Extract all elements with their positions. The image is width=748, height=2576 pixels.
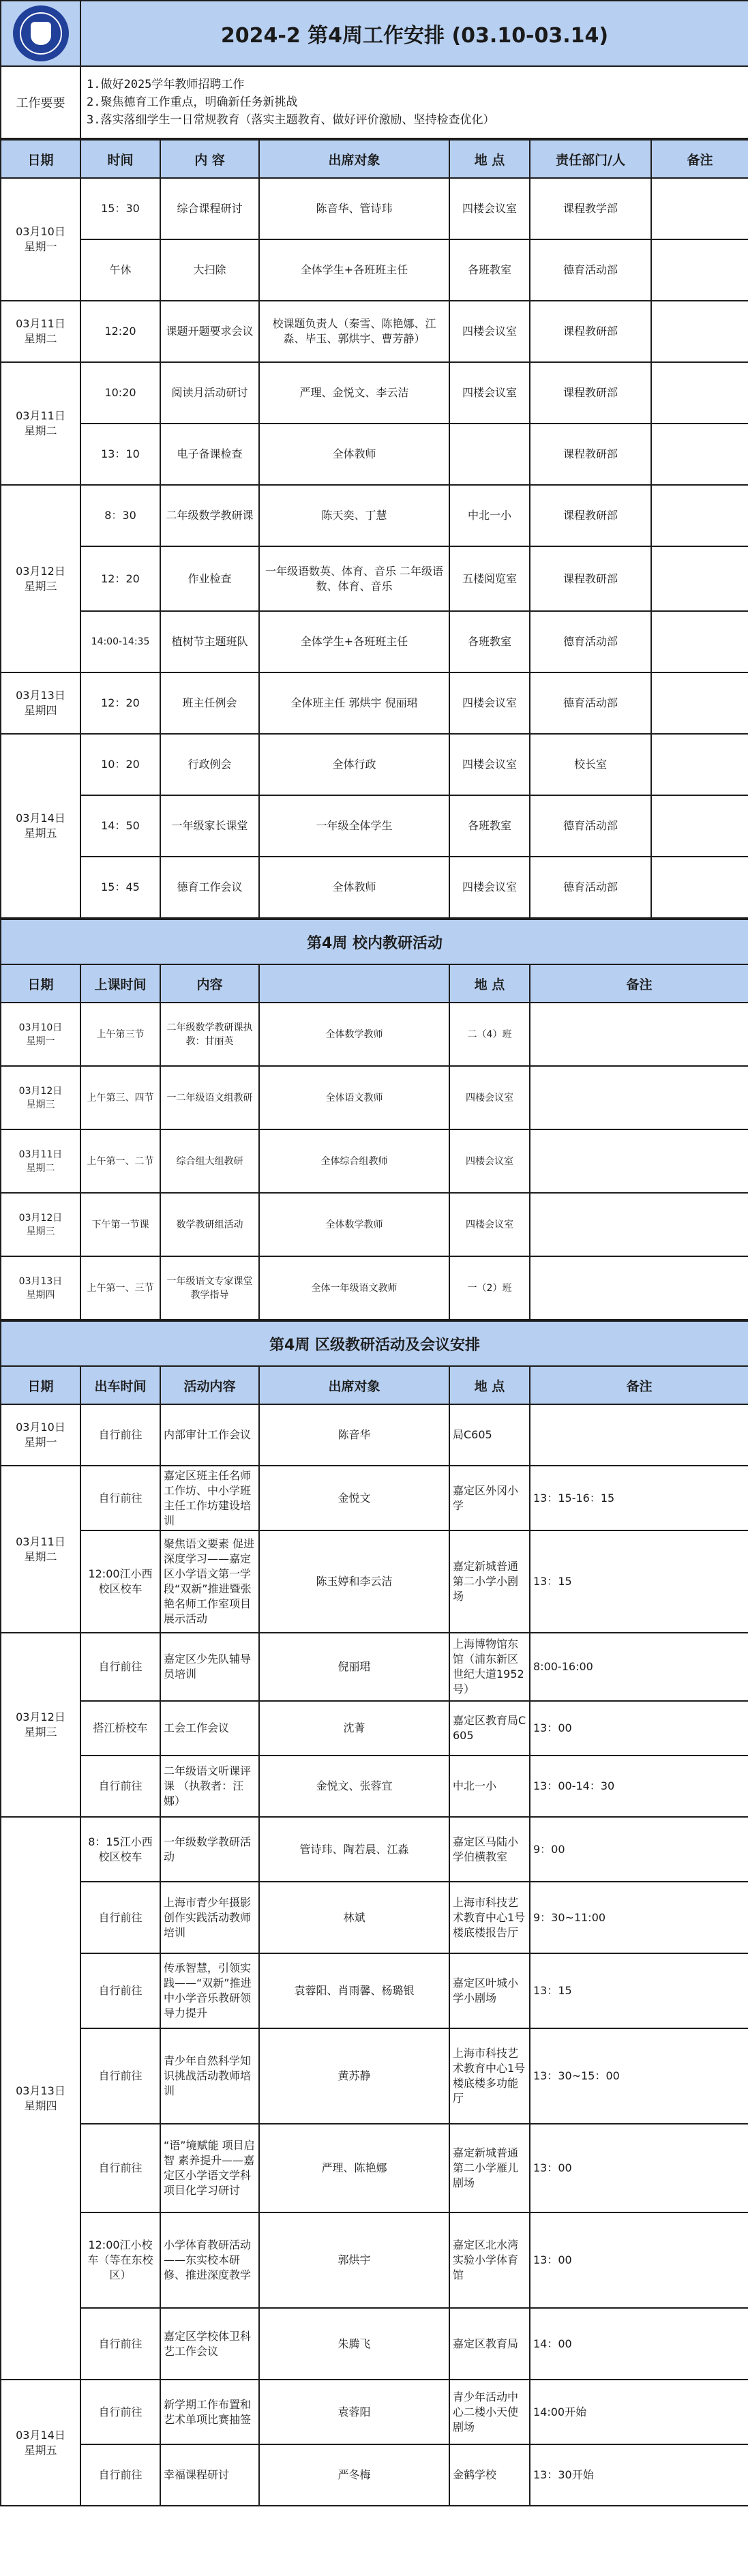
attendees-cell: 金悦文 xyxy=(259,1466,449,1530)
district-row xyxy=(1,2028,748,2124)
time-cell: 12:20 xyxy=(80,301,160,362)
departure-cell: 自行前往 xyxy=(80,1953,160,2028)
note-cell: 13：15 xyxy=(530,1953,748,2028)
district-research-table xyxy=(0,1320,748,2506)
activity-cell: “语”境赋能 项目启智 素养提升——嘉定区小学语文学科项目化学习研讨 xyxy=(160,2124,259,2212)
weekly-row xyxy=(1,485,748,546)
summary-line: 3.落实落细学生一日常规教育（落实主题教育、做好评价激励、坚持检查优化） xyxy=(87,113,495,127)
date-cell: 03月14日 星期五 xyxy=(1,2380,80,2506)
content-cell: 二年级数学教研课 xyxy=(160,485,259,546)
school-row xyxy=(1,1066,748,1129)
time-cell: 10:20 xyxy=(80,362,160,424)
note-cell xyxy=(530,1404,748,1466)
note-cell: 13：15-16：15 xyxy=(530,1466,748,1530)
district-row xyxy=(1,2212,748,2308)
weekly-schedule-table xyxy=(0,139,748,919)
col-header-note: 备注 xyxy=(530,964,748,1003)
school-row xyxy=(1,1129,748,1193)
note-cell xyxy=(651,857,748,918)
departure-cell: 自行前往 xyxy=(80,2308,160,2380)
location-cell: 嘉定区教育局C605 xyxy=(449,1701,530,1756)
attendees-cell: 全体学生+各班班主任 xyxy=(259,611,449,672)
note-cell xyxy=(651,795,748,857)
weekly-row xyxy=(1,857,748,918)
date-cell: 03月11日 星期二 xyxy=(1,362,80,485)
weekly-row xyxy=(1,362,748,424)
col-header-location: 地 点 xyxy=(449,964,530,1003)
dept-cell: 德育活动部 xyxy=(530,672,651,734)
time-cell: 12：20 xyxy=(80,546,160,611)
location-cell: 四楼会议室 xyxy=(449,857,530,918)
location-cell: 青少年活动中心二楼小天使剧场 xyxy=(449,2380,530,2444)
school-section-title: 第4周 校内教研活动 xyxy=(1,919,748,964)
class-time-cell: 上午第三、四节 xyxy=(80,1066,160,1129)
attendees-cell: 全体行政 xyxy=(259,734,449,795)
location-cell: 各班教室 xyxy=(449,611,530,672)
activity-cell: 一年级数学教研活动 xyxy=(160,1817,259,1882)
note-cell xyxy=(530,1129,748,1193)
attendees-cell: 林斌 xyxy=(259,1882,449,1953)
attendees-cell: 陈音华 xyxy=(259,1404,449,1466)
content-cell: 二年级数学教研课执教：甘丽英 xyxy=(160,1003,259,1066)
date-cell: 03月12日 星期三 xyxy=(1,1633,80,1817)
content-cell: 电子备课检查 xyxy=(160,424,259,485)
departure-cell: 自行前往 xyxy=(80,1404,160,1466)
attendees-cell: 郭烘宇 xyxy=(259,2212,449,2308)
district-row xyxy=(1,2444,748,2506)
location-cell: 中北一小 xyxy=(449,1756,530,1817)
school-emblem-icon xyxy=(13,5,69,61)
district-header-row xyxy=(1,1366,748,1404)
summary-content xyxy=(80,66,748,138)
date-cell: 03月11日 星期二 xyxy=(1,1129,80,1193)
attendees-cell: 全体语文教师 xyxy=(259,1066,449,1129)
district-row xyxy=(1,1756,748,1817)
attendees-cell: 全体学生+各班班主任 xyxy=(259,239,449,301)
time-cell: 14:00-14:35 xyxy=(80,611,160,672)
activity-cell: 传承智慧，引领实践——“双新”推进中小学音乐教研领导力提升 xyxy=(160,1953,259,2028)
location-cell: 嘉定区北水湾实验小学体育馆 xyxy=(449,2212,530,2308)
departure-cell: 自行前往 xyxy=(80,2028,160,2124)
content-cell: 班主任例会 xyxy=(160,672,259,734)
content-cell: 阅读月活动研讨 xyxy=(160,362,259,424)
time-cell: 15：45 xyxy=(80,857,160,918)
location-cell: 嘉定区外冈小学 xyxy=(449,1466,530,1530)
location-cell: 四楼会议室 xyxy=(449,362,530,424)
class-time-cell: 下午第一节课 xyxy=(80,1193,160,1256)
date-cell: 03月12日 星期三 xyxy=(1,485,80,672)
col-header-attendees: 出席对象 xyxy=(259,140,449,178)
attendees-cell: 全体一年级语文教师 xyxy=(259,1256,449,1320)
note-cell: 13：00 xyxy=(530,2124,748,2212)
content-cell: 一年级语文专家课堂教学指导 xyxy=(160,1256,259,1320)
location-cell: 上海市科技艺术教育中心1号楼底楼多功能厅 xyxy=(449,2028,530,2124)
school-rows xyxy=(1,1003,748,1320)
col-header-location: 地 点 xyxy=(449,1366,530,1404)
content-cell: 植树节主题班队 xyxy=(160,611,259,672)
date-cell: 03月13日 星期四 xyxy=(1,1256,80,1320)
note-cell xyxy=(651,239,748,301)
weekly-row xyxy=(1,546,748,611)
school-header-row xyxy=(1,964,748,1003)
activity-cell: 嘉定区班主任名师工作坊、中小学班主任工作坊建设培训 xyxy=(160,1466,259,1530)
district-rows xyxy=(1,1404,748,2506)
location-cell: 嘉定新城普通第二小学小剧场 xyxy=(449,1530,530,1633)
class-time-cell: 上午第三节 xyxy=(80,1003,160,1066)
attendees-cell: 全体班主任 郭烘宇 倪丽珺 xyxy=(259,672,449,734)
col-header-note: 备注 xyxy=(530,1366,748,1404)
note-cell: 13：00 xyxy=(530,1701,748,1756)
note-cell: 14:00开始 xyxy=(530,2380,748,2444)
col-header-activity: 活动内容 xyxy=(160,1366,259,1404)
col-header-attendees xyxy=(259,964,449,1003)
class-time-cell: 上午第一、三节 xyxy=(80,1256,160,1320)
col-header-note: 备注 xyxy=(651,140,748,178)
dept-cell: 课程教研部 xyxy=(530,424,651,485)
content-cell: 德育工作会议 xyxy=(160,857,259,918)
header-table xyxy=(0,0,748,139)
note-cell xyxy=(651,301,748,362)
departure-cell: 搭江桥校车 xyxy=(80,1701,160,1756)
content-cell: 综合课程研讨 xyxy=(160,178,259,239)
activity-cell: 工会工作会议 xyxy=(160,1701,259,1756)
departure-cell: 自行前往 xyxy=(80,1633,160,1701)
attendees-cell: 朱腾飞 xyxy=(259,2308,449,2380)
note-cell: 8:00-16:00 xyxy=(530,1633,748,1701)
note-cell xyxy=(651,178,748,239)
content-cell: 综合组大组教研 xyxy=(160,1129,259,1193)
weekly-rows xyxy=(1,178,748,918)
content-cell: 一二年级语文组教研 xyxy=(160,1066,259,1129)
activity-cell: 青少年自然科学知识挑战活动教师培训 xyxy=(160,2028,259,2124)
district-row xyxy=(1,1701,748,1756)
content-cell: 一年级家长课堂 xyxy=(160,795,259,857)
weekly-row xyxy=(1,795,748,857)
location-cell: 四楼会议室 xyxy=(449,734,530,795)
summary-label-cell: 工作要要 xyxy=(1,66,80,138)
note-cell xyxy=(530,1256,748,1320)
attendees-cell: 陈音华、管诗玮 xyxy=(259,178,449,239)
district-row xyxy=(1,1882,748,1953)
departure-cell: 自行前往 xyxy=(80,1466,160,1530)
date-cell: 03月10日 星期一 xyxy=(1,1003,80,1066)
dept-cell: 课程教研部 xyxy=(530,485,651,546)
district-row xyxy=(1,1466,748,1530)
page-title: 2024-2 第4周工作安排 (03.10-03.14) xyxy=(80,1,748,66)
district-row xyxy=(1,1817,748,1882)
weekly-row xyxy=(1,178,748,239)
date-cell: 03月12日 星期三 xyxy=(1,1066,80,1129)
attendees-cell: 陈玉婷和李云洁 xyxy=(259,1530,449,1633)
activity-cell: 二年级语文听课评课 （执教者：汪娜） xyxy=(160,1756,259,1817)
note-cell xyxy=(530,1193,748,1256)
date-cell: 03月14日 星期五 xyxy=(1,734,80,918)
dept-cell: 德育活动部 xyxy=(530,611,651,672)
attendees-cell: 黄苏静 xyxy=(259,2028,449,2124)
departure-cell: 自行前往 xyxy=(80,1882,160,1953)
content-cell: 课题开题要求会议 xyxy=(160,301,259,362)
location-cell: 嘉定新城普通第二小学雁儿剧场 xyxy=(449,2124,530,2212)
col-header-date: 日期 xyxy=(1,140,80,178)
date-cell: 03月13日 星期四 xyxy=(1,672,80,734)
school-row xyxy=(1,1193,748,1256)
district-section-title: 第4周 区级教研活动及会议安排 xyxy=(1,1321,748,1366)
school-row xyxy=(1,1256,748,1320)
attendees-cell: 校课题负责人（秦雪、陈艳娜、江淼、毕玉、郭烘宇、曹芳静） xyxy=(259,301,449,362)
class-time-cell: 上午第一、二节 xyxy=(80,1129,160,1193)
attendees-cell: 一年级语数英、体育、音乐 二年级语数、体育、音乐 xyxy=(259,546,449,611)
activity-cell: 幸福课程研讨 xyxy=(160,2444,259,2506)
col-header-date: 日期 xyxy=(1,964,80,1003)
departure-cell: 8：15江小西校区校车 xyxy=(80,1817,160,1882)
location-cell: 局C605 xyxy=(449,1404,530,1466)
note-cell xyxy=(530,1003,748,1066)
activity-cell: 聚焦语文要素 促进深度学习——嘉定区小学语文第一学段“双新”推进暨张艳名师工作室项目展示活动 xyxy=(160,1530,259,1633)
note-cell xyxy=(651,424,748,485)
location-cell: 中北一小 xyxy=(449,485,530,546)
col-header-class-time: 上课时间 xyxy=(80,964,160,1003)
note-cell xyxy=(530,1066,748,1129)
location-cell: 四楼会议室 xyxy=(449,1129,530,1193)
date-cell: 03月10日 星期一 xyxy=(1,178,80,301)
time-cell: 14：50 xyxy=(80,795,160,857)
weekly-row xyxy=(1,301,748,362)
location-cell: 四楼会议室 xyxy=(449,178,530,239)
note-cell xyxy=(651,672,748,734)
location-cell: 金鹤学校 xyxy=(449,2444,530,2506)
departure-cell: 自行前往 xyxy=(80,2124,160,2212)
content-cell: 行政例会 xyxy=(160,734,259,795)
attendees-cell: 袁蓉阳 xyxy=(259,2380,449,2444)
attendees-cell: 金悦文、张蓉宜 xyxy=(259,1756,449,1817)
location-cell: 各班教室 xyxy=(449,239,530,301)
attendees-cell: 袁蓉阳、肖雨馨、杨璐银 xyxy=(259,1953,449,2028)
note-cell xyxy=(651,485,748,546)
note-cell: 13：30开始 xyxy=(530,2444,748,2506)
location-cell: 嘉定区马陆小学伯横教室 xyxy=(449,1817,530,1882)
weekly-row xyxy=(1,611,748,672)
col-header-dept: 责任部门/人 xyxy=(530,140,651,178)
location-cell: 五楼阅览室 xyxy=(449,546,530,611)
col-header-date: 日期 xyxy=(1,1366,80,1404)
time-cell: 午休 xyxy=(80,239,160,301)
date-cell: 03月10日 星期一 xyxy=(1,1404,80,1466)
departure-cell: 12:00江小校车（等在东校区） xyxy=(80,2212,160,2308)
time-cell: 8：30 xyxy=(80,485,160,546)
activity-cell: 嘉定区少先队辅导员培训 xyxy=(160,1633,259,1701)
district-row xyxy=(1,1404,748,1466)
district-row xyxy=(1,2124,748,2212)
col-header-attendees: 出席对象 xyxy=(259,1366,449,1404)
activity-cell: 上海市青少年摄影创作实践活动教师培训 xyxy=(160,1882,259,1953)
activity-cell: 小学体育教研活动——东实校本研修、推进深度教学 xyxy=(160,2212,259,2308)
location-cell: 四楼会议室 xyxy=(449,1193,530,1256)
time-cell: 13：10 xyxy=(80,424,160,485)
attendees-cell: 全体数学教师 xyxy=(259,1003,449,1066)
departure-cell: 自行前往 xyxy=(80,2380,160,2444)
location-cell: 一（2）班 xyxy=(449,1256,530,1320)
dept-cell: 德育活动部 xyxy=(530,239,651,301)
school-research-table xyxy=(0,919,748,1320)
content-cell: 大扫除 xyxy=(160,239,259,301)
col-header-departure: 出车时间 xyxy=(80,1366,160,1404)
time-cell: 15：30 xyxy=(80,178,160,239)
attendees-cell: 陈天奕、丁慧 xyxy=(259,485,449,546)
date-cell: 03月12日 星期三 xyxy=(1,1193,80,1256)
note-cell: 13：00 xyxy=(530,2212,748,2308)
attendees-cell: 一年级全体学生 xyxy=(259,795,449,857)
dept-cell: 课程教研部 xyxy=(530,301,651,362)
note-cell xyxy=(651,362,748,424)
dept-cell: 课程教学部 xyxy=(530,178,651,239)
departure-cell: 自行前往 xyxy=(80,1756,160,1817)
attendees-cell: 全体综合组教师 xyxy=(259,1129,449,1193)
district-row xyxy=(1,1953,748,2028)
location-cell: 二（4）班 xyxy=(449,1003,530,1066)
time-cell: 10：20 xyxy=(80,734,160,795)
location-cell: 各班教室 xyxy=(449,795,530,857)
dept-cell: 课程教研部 xyxy=(530,546,651,611)
date-cell: 03月11日 星期二 xyxy=(1,1466,80,1633)
attendees-cell: 倪丽珺 xyxy=(259,1633,449,1701)
weekly-row xyxy=(1,424,748,485)
weekly-header-row xyxy=(1,140,748,178)
note-cell: 14：00 xyxy=(530,2308,748,2380)
location-cell: 四楼会议室 xyxy=(449,301,530,362)
activity-cell: 嘉定区学校体卫科艺工作会议 xyxy=(160,2308,259,2380)
date-cell: 03月11日 星期二 xyxy=(1,301,80,362)
col-header-content: 内 容 xyxy=(160,140,259,178)
school-row xyxy=(1,1003,748,1066)
note-cell: 13：30~15：00 xyxy=(530,2028,748,2124)
col-header-time: 时间 xyxy=(80,140,160,178)
district-row xyxy=(1,2308,748,2380)
note-cell: 9：00 xyxy=(530,1817,748,1882)
note-cell xyxy=(651,546,748,611)
location-cell: 四楼会议室 xyxy=(449,1066,530,1129)
attendees-cell: 全体数学教师 xyxy=(259,1193,449,1256)
district-row xyxy=(1,1633,748,1701)
location-cell xyxy=(449,424,530,485)
attendees-cell: 全体教师 xyxy=(259,424,449,485)
note-cell xyxy=(651,734,748,795)
activity-cell: 内部审计工作会议 xyxy=(160,1404,259,1466)
attendees-cell: 全体教师 xyxy=(259,857,449,918)
dept-cell: 德育活动部 xyxy=(530,857,651,918)
attendees-cell: 管诗玮、陶若晨、江淼 xyxy=(259,1817,449,1882)
date-cell: 03月13日 星期四 xyxy=(1,1817,80,2380)
location-cell: 四楼会议室 xyxy=(449,672,530,734)
school-logo xyxy=(1,1,80,66)
location-cell: 上海市科技艺术教育中心1号楼底楼报告厅 xyxy=(449,1882,530,1953)
district-row xyxy=(1,2380,748,2444)
summary-line: 2.聚焦德育工作重点，明确新任务新挑战 xyxy=(87,95,298,109)
departure-cell: 自行前往 xyxy=(80,2444,160,2506)
summary-line: 1.做好2025学年教师招聘工作 xyxy=(87,78,245,91)
activity-cell: 新学期工作布置和艺术单项比赛抽签 xyxy=(160,2380,259,2444)
dept-cell: 课程教研部 xyxy=(530,362,651,424)
location-cell: 嘉定区教育局 xyxy=(449,2308,530,2380)
weekly-row xyxy=(1,734,748,795)
attendees-cell: 严理、陈艳娜 xyxy=(259,2124,449,2212)
content-cell: 作业检查 xyxy=(160,546,259,611)
attendees-cell: 严冬梅 xyxy=(259,2444,449,2506)
dept-cell: 德育活动部 xyxy=(530,795,651,857)
weekly-row xyxy=(1,672,748,734)
attendees-cell: 沈菁 xyxy=(259,1701,449,1756)
district-row xyxy=(1,1530,748,1633)
note-cell xyxy=(651,611,748,672)
col-header-content: 内容 xyxy=(160,964,259,1003)
location-cell: 上海博物馆东馆（浦东新区世纪大道1952号） xyxy=(449,1633,530,1701)
time-cell: 12：20 xyxy=(80,672,160,734)
dept-cell: 校长室 xyxy=(530,734,651,795)
content-cell: 数学教研组活动 xyxy=(160,1193,259,1256)
col-header-location: 地 点 xyxy=(449,140,530,178)
note-cell: 9：30~11:00 xyxy=(530,1882,748,1953)
note-cell: 13：15 xyxy=(530,1530,748,1633)
attendees-cell: 严理、金悦文、李云洁 xyxy=(259,362,449,424)
departure-cell: 12:00江小西校区校车 xyxy=(80,1530,160,1633)
note-cell: 13：00-14：30 xyxy=(530,1756,748,1817)
location-cell: 嘉定区叶城小学小剧场 xyxy=(449,1953,530,2028)
weekly-row xyxy=(1,239,748,301)
